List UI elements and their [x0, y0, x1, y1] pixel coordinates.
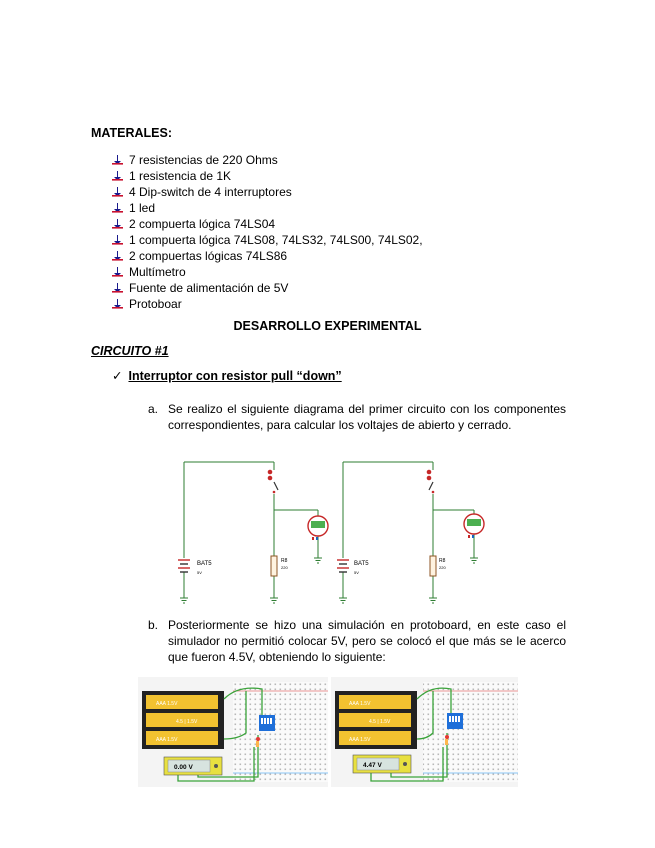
- list-item: [112, 184, 423, 200]
- list-item-text: Protoboar: [129, 297, 182, 311]
- schematic-diagram: [170, 458, 510, 608]
- list-item: [112, 280, 423, 296]
- list-item-text: 7 resistencias de 220 Ohms: [129, 153, 278, 167]
- list-item: [112, 248, 423, 264]
- battery-cell-label: AAA 1.5V: [156, 701, 178, 707]
- list-item: [112, 264, 423, 280]
- arrow-bullet-icon: [112, 203, 123, 213]
- battery-icon: [337, 560, 369, 575]
- list-item: [112, 168, 423, 184]
- materials-title: MATERALES:: [91, 126, 173, 140]
- arrow-bullet-icon: [112, 219, 123, 229]
- arrow-bullet-icon: [112, 251, 123, 261]
- resistor-icon: [430, 556, 446, 576]
- meter-reading-open: 0.00 V: [174, 764, 193, 771]
- arrow-bullet-icon: [112, 267, 123, 277]
- paragraph-label: a.: [148, 402, 159, 416]
- check-item: [112, 368, 342, 383]
- arrow-bullet-icon: [112, 187, 123, 197]
- battery-cell-label: AAA 1.5V: [349, 701, 371, 707]
- battery-label: BAT5: [197, 561, 212, 567]
- materials-list: [112, 152, 423, 312]
- arrow-bullet-icon: [112, 155, 123, 165]
- arrow-bullet-icon: [112, 171, 123, 181]
- list-item-text: 4 Dip-switch de 4 interruptores: [129, 185, 292, 199]
- breadboard-simulation: [138, 677, 518, 787]
- multimeter-icon: [164, 757, 222, 775]
- meter-reading-closed: 4.47 V: [363, 762, 382, 769]
- resistor-label: R8: [439, 558, 446, 564]
- battery-label: BAT5: [354, 561, 369, 567]
- paragraph-text: Posteriormente se hizo una simulación en protoboard, en este caso el simulador no permitió colocar 5V, pero se colocó el que más se le acerco que fueron 4.5V, obteniendo lo siguiente:: [168, 618, 566, 664]
- battery-pack-label: 4.5 | 1.5V: [369, 719, 391, 725]
- resistor-label: R8: [281, 558, 288, 564]
- check-item-text: Interruptor con resistor pull “down”: [128, 369, 342, 383]
- battery-value: 5V: [354, 570, 359, 575]
- resistor-icon: [271, 556, 288, 576]
- resistor-value: 220: [439, 565, 446, 570]
- list-item: [112, 200, 423, 216]
- switch-closed-icon: [427, 470, 435, 494]
- list-item: [112, 232, 423, 248]
- paragraph-a: [148, 401, 566, 433]
- voltmeter-icon: [464, 514, 484, 538]
- section-title: DESARROLLO EXPERIMENTAL: [233, 319, 422, 333]
- simulation-panel-closed: [331, 677, 518, 787]
- circuit-title: CIRCUITO #1: [91, 344, 169, 358]
- multimeter-icon: [353, 755, 411, 773]
- dip-switch-icon: [447, 713, 463, 729]
- list-item: [112, 296, 423, 312]
- paragraph-text: Se realizo el siguiente diagrama del primer circuito con los componentes correspondientes, para calcular los voltajes de abierto y cerrado.: [168, 402, 566, 432]
- paragraph-b: [148, 617, 566, 665]
- dip-switch-icon: [259, 715, 275, 731]
- checkmark-icon: ✓: [112, 369, 123, 383]
- circuit-open: [184, 462, 318, 598]
- circuit-closed: [337, 462, 484, 603]
- list-item-text: 1 led: [129, 201, 156, 215]
- list-item: [112, 216, 423, 232]
- battery-value: 5V: [197, 570, 202, 575]
- battery-pack-icon: [142, 691, 224, 749]
- battery-cell-label: AAA 1.5V: [349, 737, 371, 743]
- arrow-bullet-icon: [112, 299, 123, 309]
- resistor-value: 220: [281, 565, 288, 570]
- battery-pack-label: 4.5 | 1.5V: [176, 719, 198, 725]
- list-item-text: 2 compuertas lógicas 74LS86: [129, 249, 288, 263]
- list-item-text: Multímetro: [129, 265, 186, 279]
- simulation-panel-open: [138, 677, 328, 787]
- battery-cell-label: AAA 1.5V: [156, 737, 178, 743]
- switch-open-icon: [268, 470, 278, 494]
- arrow-bullet-icon: [112, 283, 123, 293]
- battery-pack-icon: [335, 691, 417, 749]
- arrow-bullet-icon: [112, 235, 123, 245]
- led-icon: [256, 737, 260, 741]
- list-item: [112, 152, 423, 168]
- list-item-text: 1 resistencia de 1K: [129, 169, 232, 183]
- resistor-icon: [256, 741, 259, 747]
- battery-icon: [178, 560, 212, 575]
- list-item-text: 2 compuerta lógica 74LS04: [129, 217, 276, 231]
- led-icon: [445, 735, 449, 739]
- list-item-text: 1 compuerta lógica 74LS08, 74LS32, 74LS00, 74LS02,: [129, 233, 423, 247]
- list-item-text: Fuente de alimentación de 5V: [129, 281, 289, 295]
- resistor-icon: [445, 739, 448, 745]
- paragraph-label: b.: [148, 618, 159, 632]
- voltmeter-icon: [308, 516, 328, 540]
